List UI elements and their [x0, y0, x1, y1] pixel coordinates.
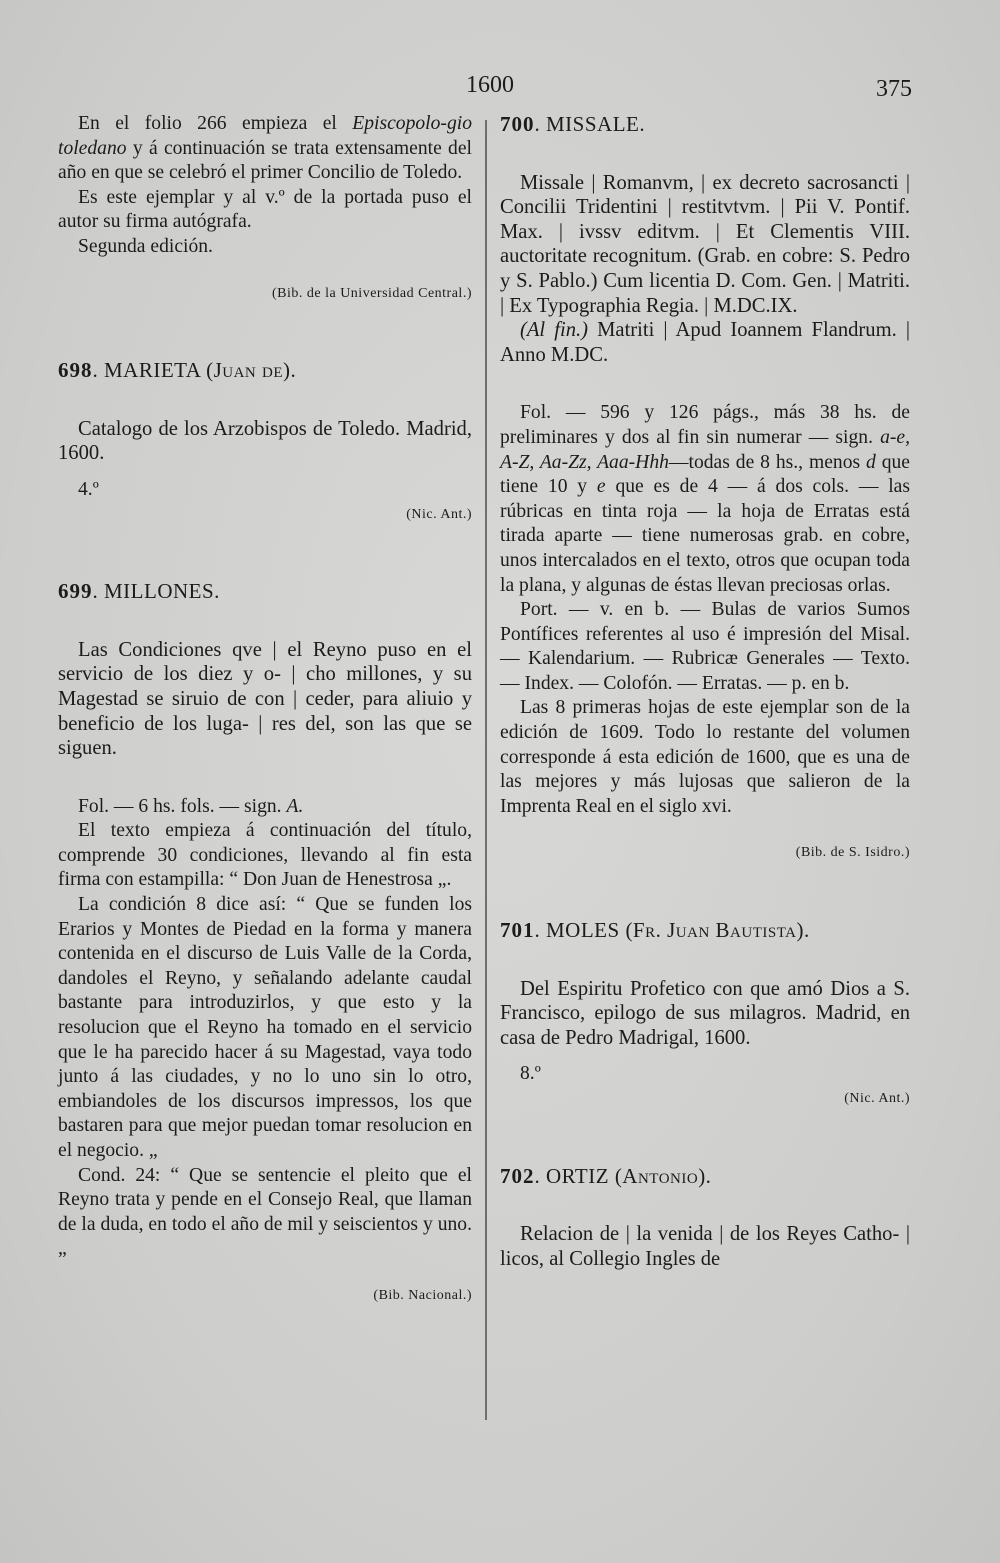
colophon-label: (Al fin.) — [520, 319, 589, 342]
entry-700-note: Las 8 primeras hojas de este ejemplar son de la edición de 1609. Todo lo restante del volumen corresponde á esta edición de 1600, que es una de las mejores y más lujosas que salieron de la Imprenta Real en el siglo xvi. — [500, 697, 910, 817]
intro-paragraph-2: Es este ejemplar y al v.º de la portada puso el autor su firma autógrafa. — [58, 186, 472, 233]
entry-699-note-1: El texto empieza á continuación del título, comprende 30 condiciones, llevando al fin esta firma con estampilla: “ Don Juan de Henestrosa „. — [58, 820, 472, 891]
entry-name: MARIETA — [104, 358, 201, 383]
entry-699-note-2: La condición 8 dice así: “ Que se funden los Erarios y Montes de Piedad en la forma y manera contenida en el discurso de Luis Valle de la Corda, dandoles el Reyno, y señalando adelante caudal bastante para introduzirlos, y que esto y la resolucion que el Reyno ha tomado en el servicio que le ha parecido hacer á su Magestad, vaya todo junto á las ciudades, y no lo uno sin lo otro, embiandoles de los discursos impressos, los que bastaren para que mejor puedan tomar resolucion en el negocio. „ — [58, 894, 472, 1161]
collation-text: Fol. — 6 hs. fols. — sign. — [78, 795, 287, 817]
left-column — [58, 112, 472, 1309]
entry-name: MISSALE. — [546, 112, 646, 136]
colophon-text: Matriti | Apud Ioannem Flandrum. | Anno M.DC. — [500, 319, 910, 366]
collation-text: que es de 4 — á dos cols. — las rúbricas en tinta roja — la hoja de Erratas está tirada aparte — tiene numerosas grab. en cobre, unos intercalados en el texto, otros que ocupan toda la plana, y algunas de éstas llevan preciosas orlas. — [500, 476, 910, 596]
intro-text: En el folio 266 empieza el — [78, 113, 353, 134]
entry-name: MOLES — [546, 918, 620, 943]
signature-mark: e — [596, 476, 606, 498]
collation-text: que tiene 10 y — [500, 451, 910, 498]
entry-700-contents: Port. — v. en b. — Bulas de varios Sumos Pontífices referentes al uso é impresión del Misal. — Kalendarium. — Rubricæ Generales — Texto. — Index. — Colofón. — Erratas. — p. en b. — [500, 599, 910, 694]
entry-698-format: 4.º — [78, 478, 99, 500]
entry-number: 699 — [58, 579, 93, 604]
signature-mark: a-e, A-Z, Aa-Zz, Aaa-Hhh — [500, 426, 910, 473]
entry-700-title: Missale | Romanvm, | ex decreto sacrosancti | Concilii Tridentini | restitvtvm. | Pii V. Pontif. Max. | ivssv editvm. | Et Clementis VIII. auctoritate recognitum. (Grab. en cobre: S. Pedro y S. Pablo.) Cum licentia D. Com. Gen. | Matriti. | Ex Typographia Regia. | M.DC.IX. — [500, 171, 910, 317]
entry-701-format: 8.º — [520, 1063, 541, 1085]
entry-number: 701 — [500, 918, 535, 943]
entry-699-title: Las Condiciones qve | el Reyno puso en el servicio de los diez y o- | cho millones, y su Magestad se siruio de con | ceder, para aliuio y beneficio de los luga- | res del, son las que se siguen. — [58, 638, 472, 760]
entry-700-colophon — [500, 318, 910, 367]
entry-700-heading: 700. MISSALE. — [500, 112, 646, 136]
entry-number: 700 — [500, 112, 535, 136]
entry-698-heading: 698. MARIETA (Juan de). — [58, 358, 297, 383]
entry-name: ORTIZ — [546, 1163, 610, 1188]
intro-paragraph — [58, 112, 472, 186]
entry-702-title: Relacion de | la venida | de los Reyes Catho- | licos, al Collegio Ingles de — [500, 1223, 910, 1270]
collation-text: —todas de 8 hs., menos — [668, 451, 867, 473]
entry-700-collation — [500, 401, 910, 598]
entry-699-heading: 699. MILLONES. — [58, 579, 220, 604]
entry-701-heading: 701. MOLES (Fr. Juan Bautista). — [500, 918, 810, 943]
entry-author: (Fr. Juan Bautista). — [625, 918, 810, 943]
entry-699-note-3: Cond. 24: “ Que se sentencie el pleito que el Reyno trata y pende en el Consejo Real, que llaman de la duda, en todo el año de mil y seiscientos y uno. „ — [58, 1164, 472, 1260]
entry-698-ref: (Nic. Ant.) — [406, 506, 472, 522]
running-head-year: 1600 — [466, 72, 514, 98]
right-column — [500, 112, 910, 1271]
signature-mark: A. — [286, 795, 304, 817]
intro-text-cont: y á continuación se trata extensamente del año en que se celebró el primer Concilio de Toledo. — [58, 137, 472, 184]
entry-name: MILLONES. — [104, 579, 220, 604]
entry-author: (Antonio). — [614, 1163, 712, 1188]
entry-author: (Juan de). — [206, 358, 297, 383]
entry-701-title: Del Espiritu Profetico con que amó Dios a S. Francisco, epilogo de sus milagros. Madrid, en casa de Pedro Madrigal, 1600. — [500, 977, 910, 1049]
intro-library-ref: (Bib. de la Universidad Central.) — [271, 285, 472, 301]
column-divider — [485, 120, 487, 1420]
entry-701-ref: (Nic. Ant.) — [844, 1091, 910, 1106]
signature-mark: d — [866, 451, 876, 473]
entry-700-ref: (Bib. de S. Isidro.) — [795, 845, 910, 861]
intro-paragraph-3: Segunda edición. — [78, 235, 213, 257]
entry-698-title: Catalogo de los Arzobispos de Toledo. Madrid, 1600. — [58, 417, 472, 465]
entry-699-collation — [58, 795, 472, 820]
entry-702-heading: 702. ORTIZ (Antonio). — [500, 1163, 712, 1188]
collation-text: Fol. — 596 y 126 págs., más 38 hs. de preliminares y dos al fin sin numerar — sign. — [500, 402, 910, 448]
entry-number: 702 — [500, 1163, 535, 1188]
intro-italic-title: Episcopolo-gio toledano — [58, 113, 472, 159]
entry-699-ref: (Bib. Nacional.) — [373, 1287, 472, 1303]
page-number: 375 — [876, 76, 912, 102]
entry-number: 698 — [58, 358, 93, 383]
